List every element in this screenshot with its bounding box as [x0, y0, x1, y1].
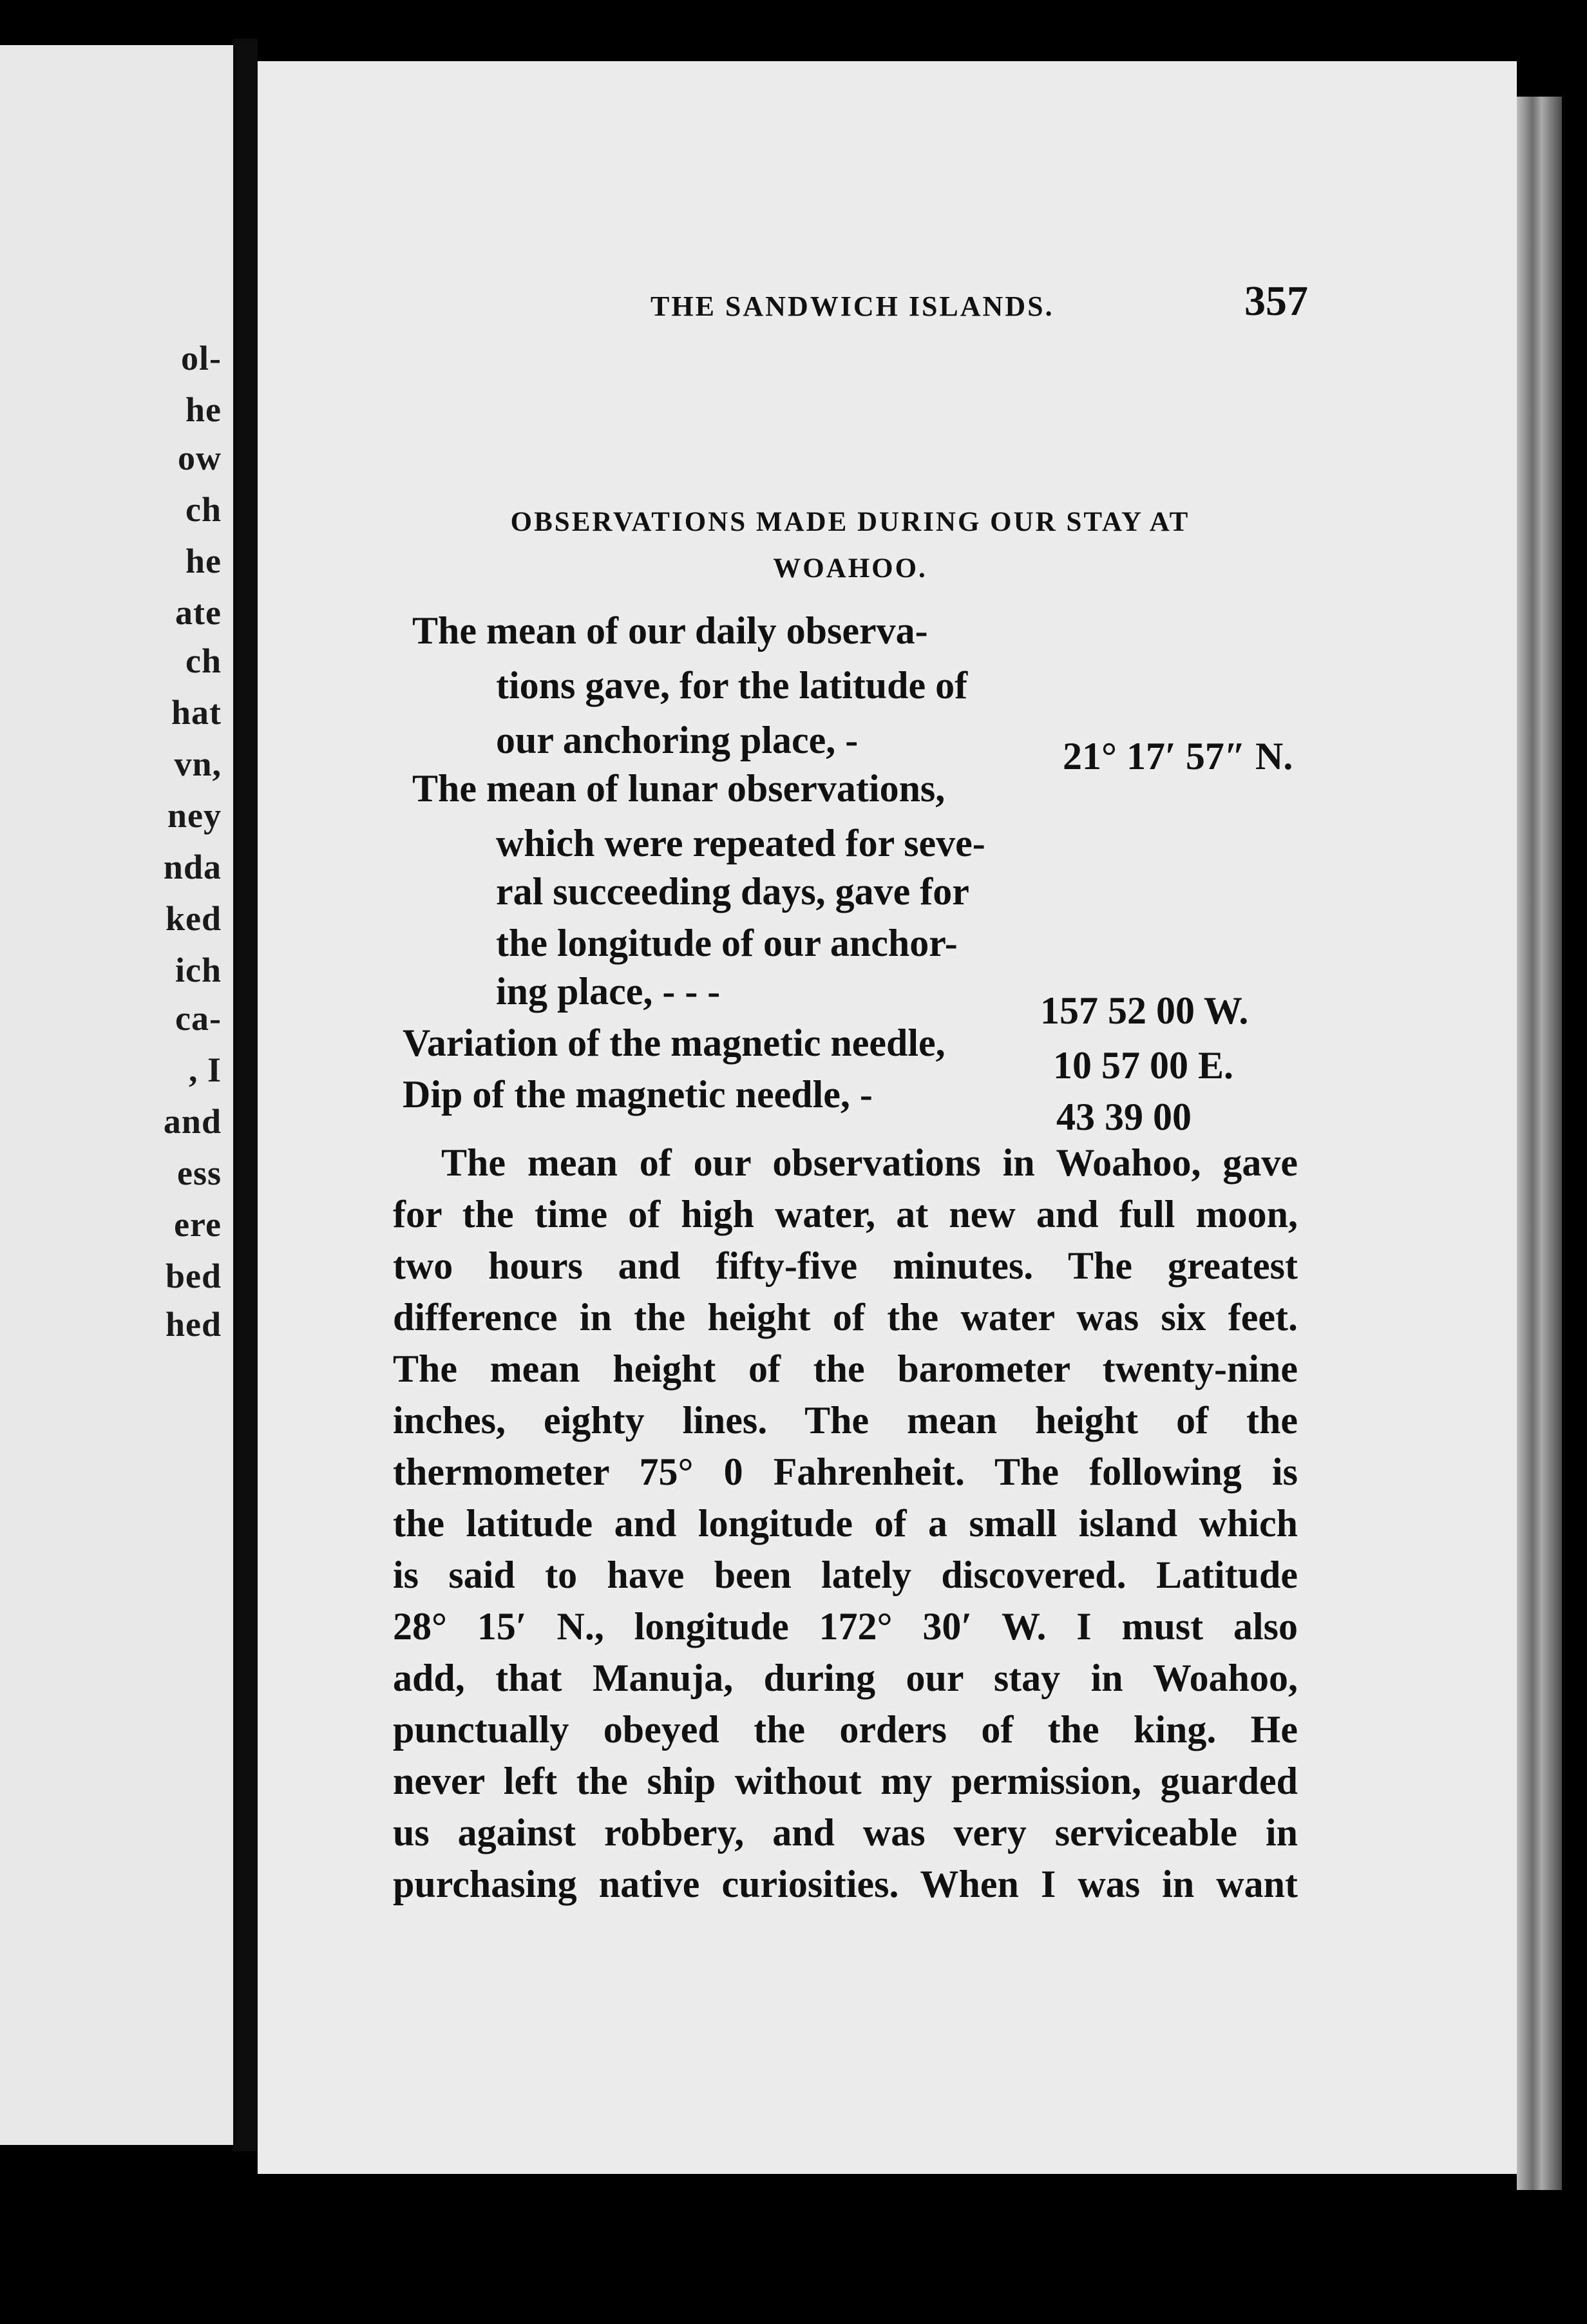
left-fragment: ate [175, 593, 222, 632]
variation-value: 10 57 00 E. [1053, 1044, 1234, 1087]
observation-line: The mean of lunar observations, [412, 767, 946, 810]
left-fragment: ch [185, 490, 222, 529]
observation-line: which were repeated for seve- [496, 822, 985, 864]
paragraph-line: punctually obeyed the orders of the king. He [393, 1708, 1298, 1751]
section-title [425, 499, 1275, 592]
paragraph-line: purchasing native curiosities. When I was in want [393, 1863, 1298, 1905]
paragraph-line: the latitude and longitude of a small island which [393, 1502, 1298, 1545]
observation-line: our anchoring place, - [496, 719, 859, 761]
paragraph-line: 28° 15′ N., longitude 172° 30′ W. I must also [393, 1605, 1298, 1648]
observation-line: The mean of our daily observa- [412, 609, 928, 652]
section-title-line: WOAHOO. [773, 553, 927, 584]
paragraph-line: thermometer 75° 0 Fahrenheit. The following is [393, 1451, 1298, 1493]
left-fragment: hed [165, 1305, 222, 1344]
left-fragment: he [185, 390, 222, 429]
observation-line: ing place, - - - [496, 970, 721, 1013]
paragraph-line: The mean of our observations in Woahoo, gave [441, 1141, 1298, 1184]
section-title-line: OBSERVATIONS MADE DURING OUR STAY AT [510, 507, 1190, 537]
latitude-value: 21° 17′ 57″ N. [1063, 735, 1293, 777]
dip-value: 43 39 00 [1056, 1096, 1192, 1138]
paragraph-line: is said to have been lately discovered. Latitude [393, 1554, 1298, 1596]
observation-line: Dip of the magnetic needle, - [403, 1073, 873, 1116]
observation-line: Variation of the magnetic needle, [403, 1022, 946, 1064]
left-fragment: ess [177, 1154, 222, 1192]
left-fragment: ney [167, 796, 222, 835]
left-fragment: nda [163, 848, 222, 886]
left-fragment: ow [178, 439, 222, 477]
left-page [0, 45, 233, 2145]
paragraph-line: difference in the height of the water was six feet. [393, 1296, 1298, 1338]
left-fragment: bed [165, 1257, 222, 1295]
left-fragment: vn, [174, 745, 222, 783]
paragraph-line: inches, eighty lines. The mean height of the [393, 1399, 1298, 1442]
paragraph-line: us against robbery, and was very serviceable in [393, 1811, 1298, 1854]
longitude-value: 157 52 00 W. [1040, 989, 1249, 1032]
left-fragment: ich [175, 951, 222, 989]
observation-line: tions gave, for the latitude of [496, 664, 968, 707]
left-fragment: ked [165, 899, 222, 938]
body-paragraph [393, 1137, 1298, 1910]
left-fragment: and [163, 1102, 222, 1141]
observation-line: ral succeeding days, gave for [496, 870, 969, 913]
paragraph-line: The mean height of the barometer twenty-nine [393, 1348, 1298, 1390]
observation-line: the longitude of our anchor- [496, 922, 958, 964]
page-number: 357 [1244, 278, 1308, 325]
left-fragment: ol- [181, 339, 222, 377]
left-fragment: hat [171, 693, 222, 732]
paragraph-line: add, that Manuja, during our stay in Woahoo, [393, 1657, 1298, 1699]
paragraph-line: never left the ship without my permission, guarded [393, 1760, 1298, 1802]
left-fragment: , I [188, 1051, 222, 1089]
paragraph-line: two hours and fifty-five minutes. The greatest [393, 1244, 1298, 1287]
book-gutter [233, 39, 258, 2151]
left-fragment: he [185, 542, 222, 580]
paragraph-line: for the time of high water, at new and full moon, [393, 1193, 1298, 1235]
left-fragment: ere [174, 1205, 222, 1244]
page-edge [1517, 97, 1562, 2190]
left-fragment: ch [185, 642, 222, 680]
running-header: THE SANDWICH ISLANDS. [651, 290, 1054, 322]
left-fragment: ca- [175, 999, 222, 1038]
